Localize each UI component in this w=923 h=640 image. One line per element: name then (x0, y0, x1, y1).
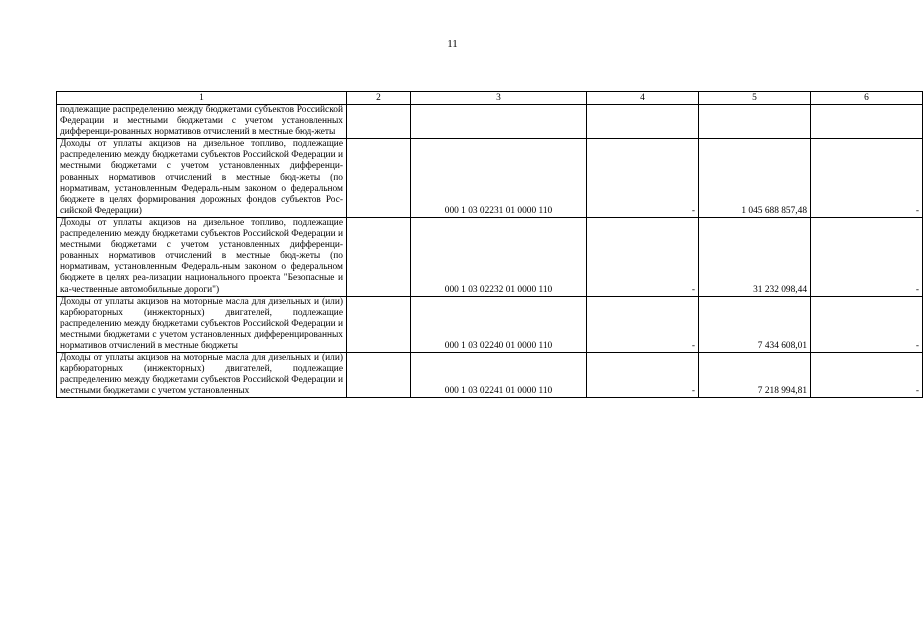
table-row (57, 296, 923, 352)
column-header-6: 6 (811, 92, 923, 105)
column-6-value: - (811, 296, 923, 352)
table-row (57, 217, 923, 296)
column-4-value: - (587, 296, 699, 352)
revenue-name-cell: Доходы от уплаты акцизов на моторные масла для дизельных и (или) карбюраторных (инжекторных) двигателей, подлежащие распределению между бюджетами субъектов Российской Федерации и местными бюджетами с учетом установленных (57, 353, 347, 398)
budget-code-cell: 000 1 03 02231 01 0000 110 (411, 139, 587, 218)
column-4-value: - (587, 139, 699, 218)
revenue-name-cell: Доходы от уплаты акцизов на дизельное топливо, подлежащие распределению между бюджетами субъектов Российской Федерации и местными бюджетами с учетом установленных дифференци-рованных нормативов отчислений в местные бюд-жеты (по нормативам, установленным Федераль-ным законом о федеральном бюджете в целях формирования дорожных фондов субъектов Рос-сийской Федерации) (57, 139, 347, 218)
revenue-name-cell: подлежащие распределению между бюджетами субъектов Российской Федерации и местными бюджетами с учетом установленных дифференци-рованных нормативов отчислений в местные бюд-жеты (57, 105, 347, 139)
amount-value (699, 105, 811, 139)
budget-code-cell (411, 105, 587, 139)
column-6-value: - (811, 139, 923, 218)
amount-value: 7 434 608,01 (699, 296, 811, 352)
column-2-cell (347, 353, 411, 398)
column-header-3: 3 (411, 92, 587, 105)
column-4-value: - (587, 217, 699, 296)
budget-code-cell: 000 1 03 02240 01 0000 110 (411, 296, 587, 352)
revenue-name-cell: Доходы от уплаты акцизов на моторные масла для дизельных и (или) карбюраторных (инжекторных) двигателей, подлежащие распределению между бюджетами субъектов Российской Федерации и местными бюджетами с учетом установленных дифференцированных нормативов отчислений в местные бюджеты (57, 296, 347, 352)
amount-value: 7 218 994,81 (699, 353, 811, 398)
table-row (57, 139, 923, 218)
column-2-cell (347, 217, 411, 296)
column-2-cell (347, 139, 411, 218)
budget-code-cell: 000 1 03 02232 01 0000 110 (411, 217, 587, 296)
budget-revenue-table (56, 91, 923, 398)
column-6-value: - (811, 353, 923, 398)
amount-value: 1 045 688 857,48 (699, 139, 811, 218)
page-number: 11 (447, 38, 458, 50)
column-6-value (811, 105, 923, 139)
column-header-2: 2 (347, 92, 411, 105)
table-row (57, 105, 923, 139)
column-header-5: 5 (699, 92, 811, 105)
budget-code-cell: 000 1 03 02241 01 0000 110 (411, 353, 587, 398)
column-4-value: - (587, 353, 699, 398)
column-6-value: - (811, 217, 923, 296)
column-header-1: 1 (57, 92, 347, 105)
table-header-row (57, 92, 923, 105)
table-row (57, 353, 923, 398)
column-header-4: 4 (587, 92, 699, 105)
amount-value: 31 232 098,44 (699, 217, 811, 296)
revenue-name-cell: Доходы от уплаты акцизов на дизельное топливо, подлежащие распределению между бюджетами субъектов Российской Федерации и местными бюджетами с учетом установленных дифференци-рованных нормативов отчислений в местные бюд-жеты (по нормативам, установленным Федераль-ным законом о федеральном бюджете в целях реа-лизации национального проекта "Безопасные и ка-чественные автомобильные дороги") (57, 217, 347, 296)
column-4-value (587, 105, 699, 139)
column-2-cell (347, 105, 411, 139)
column-2-cell (347, 296, 411, 352)
